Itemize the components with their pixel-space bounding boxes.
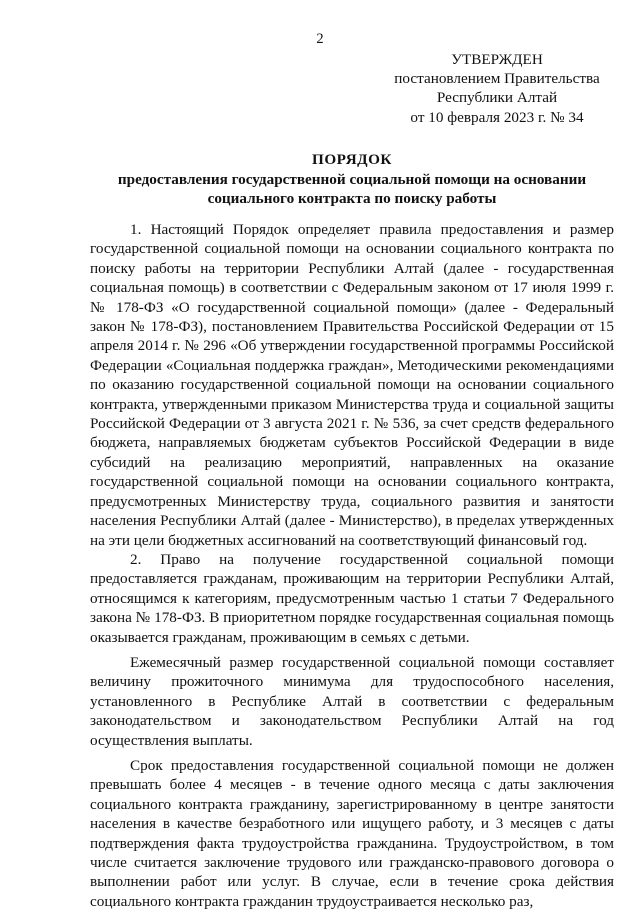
paragraph-4: Срок предоставления государственной социальной помощи не должен превышать более 4 месяцев - в течение одного месяца с даты заключения социального контракта гражданину, зарегистрированному в центре занятости населения в качестве безработного или ищущего работу, и 3 месяцев с даты подтверждения факта трудоустройства гражданина. Трудоустройством, в том числе считается заключение трудового или гражданско-правового договора о выполнении работ или услуг. В случае, если в течение срока действия социального контракта гражданин трудоустраивается несколько раз, (90, 756, 614, 910)
paragraph-3: Ежемесячный размер государственной социальной помощи составляет величину прожиточного минимума для трудоспособного населения, установленного в Республике Алтай в соответствии с федеральным законодательством и законодательством Республики Алтай на год осуществления выплаты. (90, 653, 614, 749)
approval-heading: УТВЕРЖДЕН (451, 51, 543, 68)
approval-stamp-block (380, 50, 614, 127)
document-title (90, 150, 614, 209)
approval-line: постановлением Правительства (394, 70, 600, 88)
page-number: 2 (316, 31, 324, 47)
approval-line: Республики Алтай (436, 89, 558, 107)
title-subtitle: предоставления государственной социальной помощи на основании социального контракта по поиску работы (117, 171, 587, 208)
title-heading: ПОРЯДОК (312, 151, 392, 168)
approval-date: от 10 февраля 2023 г. № 34 (410, 108, 584, 126)
document-body (90, 220, 614, 911)
paragraph-2: 2. Право на получение государственной социальной помощи предоставляется гражданам, проживающим на территории Республики Алтай, относящимся к категориям, предусмотренным частью 1 статьи 7 Федерального закона № 178-ФЗ. В приоритетном порядке государственная социальная помощь оказывается гражданам, проживающим в семьях с детьми. (90, 550, 614, 646)
paragraph-1: 1. Настоящий Порядок определяет правила предоставления и размер государственной социальной помощи на основании социального контракта по поиску работы на территории Республики Алтай (далее - государственная социальная помощь) в соответствии с Федеральным законом от 17 июля 1999 г. № 178-ФЗ «О государственной социальной помощи» (далее - Федеральный закон № 178-ФЗ), постановлением Правительства Российской Федерации от 15 апреля 2014 г. № 296 «Об утверждении государственной программы Российской Федерации «Социальная поддержка граждан», Методическими рекомендациями по оказанию государственной социальной помощи на основании социального контракта, утвержденными приказом Министерства труда и социальной защиты Российской Федерации от 3 августа 2021 г. № 536, за счет средств федерального бюджета, направляемых бюджетам субъектов Российской Федерации в виде субсидий на реализацию мероприятий, направленных на оказание государственной социальной помощи на основании социального контракта, предусмотренных Министерству труда, социального развития и занятости населения Республики Алтай (далее - Министерство), в пределах утвержденных на эти цели бюджетных ассигнований на соответствующий финансовый год. (90, 221, 614, 549)
